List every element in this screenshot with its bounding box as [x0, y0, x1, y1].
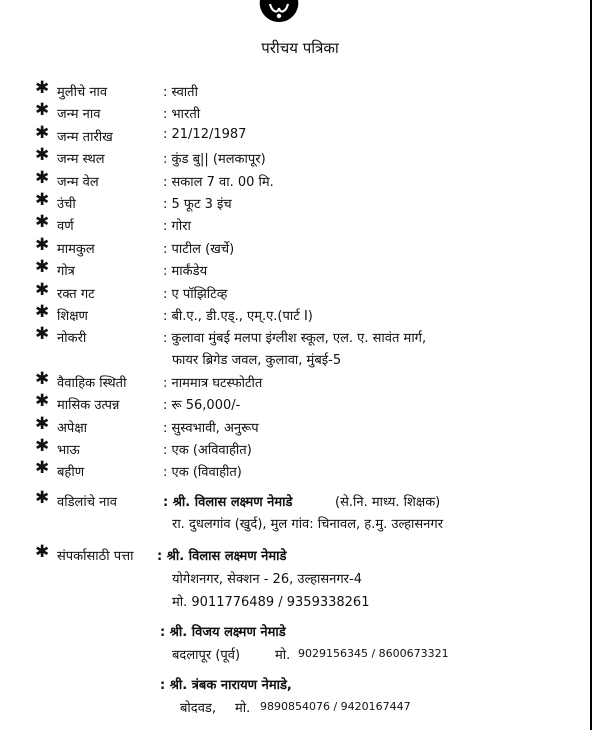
- asterisk-bullet-icon: ✱: [35, 100, 50, 120]
- contact-person3-mo: मो.: [235, 701, 251, 716]
- father-name: : श्री. विलास लक्ष्मण नेमाडे: [163, 495, 293, 510]
- row-label: जन्म नाव: [57, 107, 101, 122]
- row-label: शिक्षण: [57, 309, 88, 324]
- row-value: : सुस्वभावी, अनुरूप: [163, 421, 259, 436]
- contact-label: संपर्कासाठी पत्ता: [57, 549, 134, 564]
- page-title: परीचय पत्रिका: [261, 39, 339, 57]
- contact-person1-phone: मो. 9011776489 / 9359338261: [172, 595, 370, 610]
- row-value: : ए पॉझिटिव्ह: [163, 287, 228, 302]
- asterisk-bullet-icon: ✱: [35, 145, 50, 165]
- row-label: मुलीचे नाव: [57, 85, 108, 100]
- row-label: जन्म वेल: [57, 175, 99, 190]
- asterisk-bullet-icon: ✱: [35, 168, 50, 188]
- row-label: अपेक्षा: [57, 421, 88, 436]
- row-label: बहीण: [57, 465, 85, 480]
- asterisk-bullet-icon: ✱: [35, 414, 50, 434]
- row-value: : मार्कंडेय: [163, 264, 208, 279]
- row-value: : भारती: [163, 107, 201, 122]
- row-value: : 5 फूट 3 इंच: [163, 197, 232, 212]
- row-value: : स्वाती: [163, 85, 198, 100]
- contact-person2-mo: मो.: [275, 648, 291, 663]
- row-value: : पाटील (खर्चे): [163, 242, 235, 257]
- asterisk-bullet-icon: ✱: [35, 391, 50, 411]
- contact-person2-phone: 9029156345 / 8600673321: [298, 647, 449, 660]
- father-label: वडिलांचे नाव: [57, 495, 117, 510]
- contact-person3-name: : श्री. त्रंबक नारायण नेमाडे,: [160, 678, 292, 693]
- row-label: वैवाहिक स्थिती: [57, 376, 127, 391]
- row-value: : एक (विवाहीत): [163, 465, 242, 480]
- asterisk-bullet-icon: ✱: [35, 78, 50, 98]
- asterisk-bullet-icon: ✱: [35, 257, 50, 277]
- row-value-continuation: फायर ब्रिगेड जवल, कुलावा, मुंबई-5: [172, 353, 342, 368]
- asterisk-bullet-icon: ✱: [35, 280, 50, 300]
- ganesha-emblem-icon: [256, 0, 302, 24]
- contact-person2-name: : श्री. विजय लक्ष्मण नेमाडे: [160, 625, 286, 640]
- contact-person3-phone: 9890854076 / 9420167447: [260, 700, 411, 713]
- father-note: (से.नि. माध्य. शिक्षक): [335, 495, 441, 510]
- asterisk-bullet-icon: ✱: [35, 190, 50, 210]
- row-label: वर्ण: [57, 219, 74, 234]
- row-label: जन्म तारीख: [57, 130, 113, 145]
- asterisk-bullet-icon: ✱: [35, 302, 50, 322]
- asterisk-bullet-icon: ✱: [35, 436, 50, 456]
- asterisk-bullet-icon: ✱: [35, 235, 50, 255]
- page-border-right: [590, 0, 592, 730]
- contact-person2-place: बदलापूर (पूर्व): [172, 648, 241, 663]
- row-label: रक्त गट: [57, 287, 95, 302]
- row-value: : नाममात्र घटस्फोटीत: [163, 376, 263, 391]
- row-label: जन्म स्थल: [57, 152, 105, 167]
- row-value: : बी.ए., डी.एड्., एम्.ए.(पार्ट I): [163, 309, 313, 324]
- row-label: नोकरी: [57, 331, 87, 346]
- row-value: : रू 56,000/-: [163, 398, 241, 413]
- row-value: : गोरा: [163, 219, 191, 234]
- row-value: : कुलावा मुंबई मलपा इंग्लीश स्कूल, एल. ए. सावंत मार्ग,: [163, 331, 427, 346]
- asterisk-bullet-icon: ✱: [35, 542, 50, 562]
- row-label: मामकुल: [57, 242, 95, 257]
- asterisk-bullet-icon: ✱: [35, 369, 50, 389]
- asterisk-bullet-icon: ✱: [35, 458, 50, 478]
- row-label: भाऊ: [57, 443, 80, 458]
- asterisk-bullet-icon: ✱: [35, 324, 50, 344]
- contact-person1-address: योगेशनगर, सेक्शन - 26, उल्हासनगर-4: [172, 572, 362, 587]
- row-value: : कुंड बु|| (मलकापूर): [163, 152, 266, 167]
- row-value: : सकाल 7 वा. 00 मि.: [163, 175, 274, 190]
- father-address: रा. दुधलगांव (खुर्द), मुल गांव: चिनावल, ह.मु. उल्हासनगर: [172, 517, 444, 532]
- row-value: : 21/12/1987: [163, 127, 247, 142]
- contact-person3-place: बोदवड,: [180, 701, 217, 716]
- row-label: उंची: [57, 197, 76, 212]
- row-value: : एक (अविवाहीत): [163, 443, 252, 458]
- row-label: गोत्र: [57, 264, 75, 279]
- asterisk-bullet-icon: ✱: [35, 488, 50, 508]
- asterisk-bullet-icon: ✱: [35, 212, 50, 232]
- contact-person1-name: : श्री. विलास लक्ष्मण नेमाडे: [157, 549, 287, 564]
- asterisk-bullet-icon: ✱: [35, 123, 50, 143]
- row-label: मासिक उत्पन्न: [57, 398, 120, 413]
